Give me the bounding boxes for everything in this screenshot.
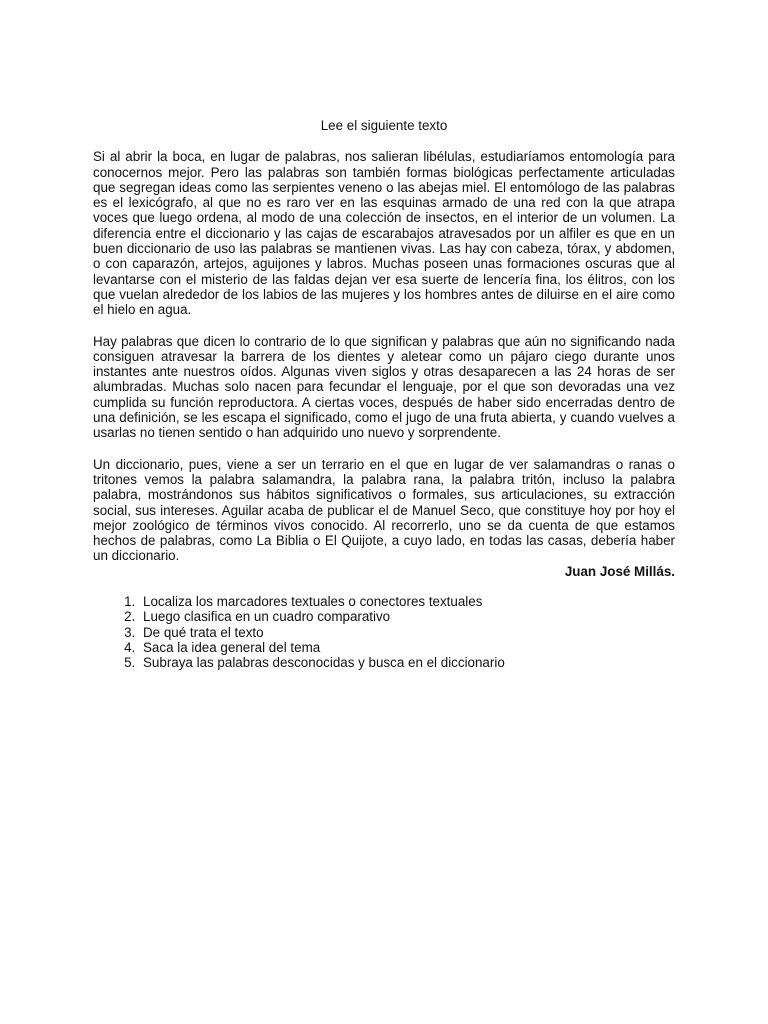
task-item-5: 5. Subraya las palabras desconocidas y busca en el diccionario (139, 655, 675, 670)
task-item-3: 3. De qué trata el texto (139, 625, 675, 640)
task-item-1: 1. Localiza los marcadores textuales o conectores textuales (139, 594, 675, 609)
paragraph-1: Si al abrir la boca, en lugar de palabras, nos salieran libélulas, estudiaríamos entomología para conocernos mejor. Pero las palabras son también formas biológicas perfectamente articuladas que segregan ideas como las serpientes veneno o las abejas miel. El entomólogo de las palabras es el lexicógrafo, al que no es raro ver en las esquinas armado de una red con la que atrapa voces que luego ordena, al modo de una colección de insectos, en el interior de un volumen. La diferencia entre el diccionario y las cajas de escarabajos atravesados por un alfiler es que en un buen diccionario de uso las palabras se mantienen vivas. Las hay con cabeza, tórax, y abdomen, o con caparazón, artejos, aguijones y labros. Muchas poseen unas formaciones oscuras que al levantarse con el misterio de las faldas dejan ver esa suerte de lencería fina, los élitros, con los que vuelan alrededor de los labios de las mujeres y los hombres antes de diluirse en el aire como el hielo en agua. (93, 149, 675, 318)
paragraph-3: Un diccionario, pues, viene a ser un terrario en el que en lugar de ver salamandras o ranas o tritones vemos la palabra salamandra, la palabra rana, la palabra tritón, incluso la palabra palabra, mostrándonos sus hábitos significativos o formales, sus articulaciones, su extracción social, sus intereses. Aguilar acaba de publicar el de Manuel Seco, que constituye hoy por hoy el mejor zoológico de términos vivos conocido. Al recorrerlo, uno se da cuenta de que estamos hechos de palabras, como La Biblia o El Quijote, a cuyo lado, en todas las casas, debería haber un diccionario. (93, 456, 675, 564)
document-page (93, 118, 675, 671)
paragraph-2: Hay palabras que dicen lo contrario de lo que significan y palabras que aún no significando nada consiguen atravesar la barrera de los dientes y aletear como un pájaro ciego durante unos instantes ante nuestros oídos. Algunas viven siglos y otras desaparecen a las 24 horas de ser alumbradas. Muchas solo nacen para fecundar el lenguaje, por el que son devoradas una vez cumplida su función reproductora. A ciertas voces, después de haber sido encerradas dentro de una definición, se les escapa el significado, como el jugo de una fruta abierta, y cuando vuelves a usarlas no tienen sentido o han adquirido uno nuevo y sorprendente. (93, 333, 675, 441)
author-signature: Juan José Millás. (564, 563, 675, 579)
document-title: Lee el siguiente texto (320, 118, 448, 133)
task-item-4: 4. Saca la idea general del tema (139, 640, 675, 655)
task-item-2: 2. Luego clasifica en un cuadro comparativo (139, 609, 675, 624)
task-list (93, 594, 675, 670)
